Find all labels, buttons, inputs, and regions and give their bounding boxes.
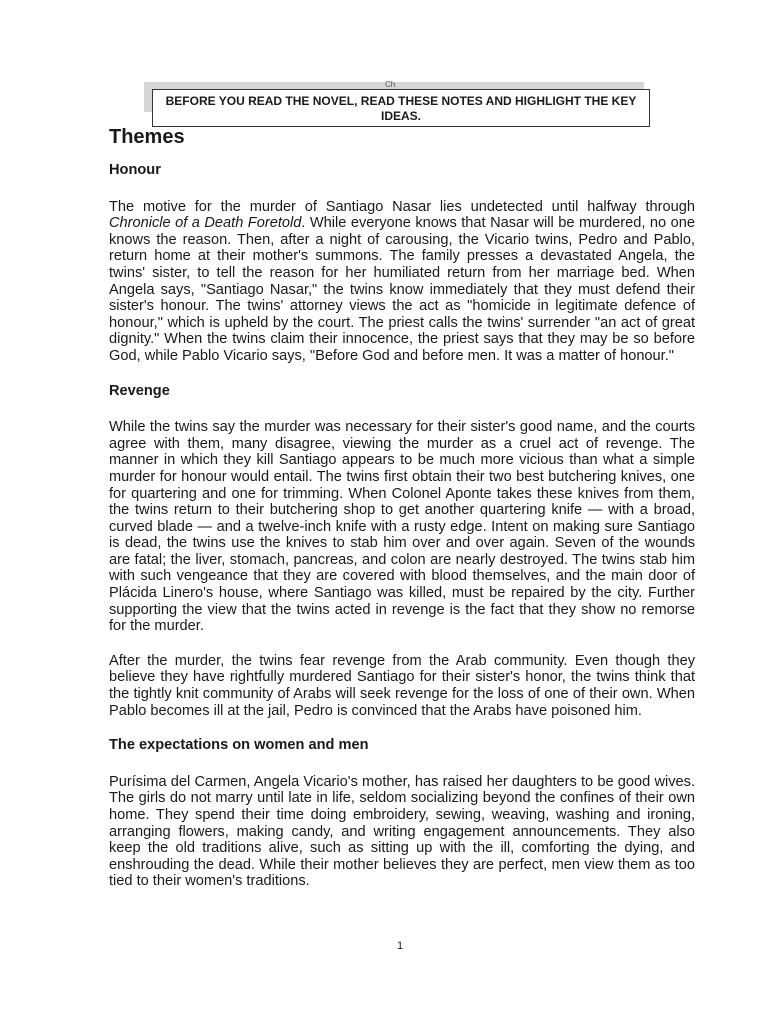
novel-title-italic: Chronicle of a Death Foretold bbox=[109, 215, 302, 232]
paragraph-text: The motive for the murder of Santiago Nasar lies undetected until halfway through bbox=[109, 198, 695, 215]
page-title: Themes bbox=[109, 126, 185, 148]
document-body bbox=[109, 162, 695, 908]
header-clipped-text: Ch bbox=[385, 80, 396, 89]
page-number: 1 bbox=[396, 940, 404, 952]
paragraph-text: . While everyone knows that Nasar will be murdered, no one knows the reason. Then, after a night of carousing, the Vicario twins, Pedro and Pablo, return home at their mother's summons. The family presses a devastated Angela, the twins' sister, to tell the reason for her humiliated return from her marriage bed. When Angela says, "Santiago Nasar," the twins know immediately that they must defend their sister's honour. The twins' attorney views the act as "homicide in legitimate defence of honour," which is upheld by the court. The priest calls the twins' surrender "an act of great dignity." When the twins claim their innocence, the priest says that they may be so before God, while Pablo Vicario says, "Before God and before men. It was a matter of honour." bbox=[109, 215, 696, 364]
section-heading-honour: Honour bbox=[109, 162, 161, 178]
paragraph-expectations: Purísima del Carmen, Angela Vicario's mother, has raised her daughters to be good wives. The girls do not marry until late in life, seldom socializing beyond the confines of their own home. They spend their time doing embroidery, sewing, weaving, washing and ironing, arranging flowers, making candy, and writing engagement announcements. They also keep the old traditions alive, such as sitting up with the ill, comforting the dying, and enshrouding the dead. While their mother believes they are perfect, men view them as too tied to their women's traditions. bbox=[109, 773, 695, 890]
notice-box: BEFORE YOU READ THE NOVEL, READ THESE NOTES AND HIGHLIGHT THE KEY IDEAS. bbox=[152, 89, 650, 127]
section-heading-expectations: The expectations on women and men bbox=[109, 737, 369, 754]
paragraph-revenge-1: While the twins say the murder was necessary for their sister's good name, and the courts agree with them, many disagree, viewing the murder as a cruel act of revenge. The manner in which they kill Santiago appears to be much more vicious than what a simple murder for honour would entail. The twins first obtain their two best butchering knives, one for quartering and one for trimming. When Colonel Aponte takes these knives from them, the twins return to their butchering shop to get another quartering knife — with a broad, curved blade — and a twelve-inch knife with a rusty edge. Intent on making sure Santiago is dead, the twins use the knives to stab him over and over again. Seven of the wounds are fatal; the liver, stomach, pancreas, and colon are nearly destroyed. The twins stab him with such vengeance that they are covered with blood themselves, and the main door of Plácida Linero's house, where Santiago was killed, must be repaired by the city. Further supporting the view that the twins acted in revenge is the fact that they show no remorse for the murder. bbox=[109, 419, 695, 635]
paragraph-honour bbox=[109, 199, 695, 365]
paragraph-revenge-2: After the murder, the twins fear revenge from the Arab community. Even though they believe they have rightfully murdered Santiago for their sister's honor, the twins think that the tightly knit community of Arabs will seek revenge for the loss of one of their own. When Pablo becomes ill at the jail, Pedro is convinced that the Arabs have poisoned him. bbox=[109, 652, 695, 719]
section-heading-revenge: Revenge bbox=[109, 382, 170, 399]
